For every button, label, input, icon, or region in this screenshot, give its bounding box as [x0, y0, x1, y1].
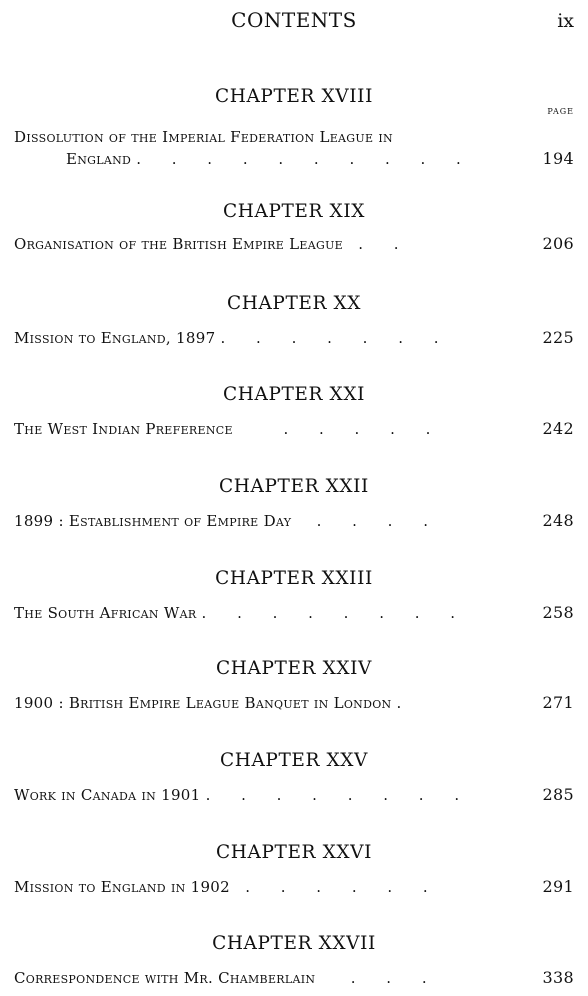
entry-title-line: [14, 126, 574, 148]
toc-chapter: [0, 382, 588, 440]
entry-title: 1900 : British Empire League Banquet in London: [14, 694, 392, 712]
running-title: CONTENTS: [231, 8, 357, 32]
toc-entry: [14, 418, 574, 440]
entry-page-number: 291: [542, 877, 574, 896]
entry-title-line: [14, 327, 574, 349]
entry-title: Mission to England in 1902: [14, 878, 230, 896]
toc-chapter: [0, 199, 588, 255]
chapter-heading: CHAPTER XXVII: [212, 933, 376, 954]
toc-entry: [14, 233, 574, 255]
entry-title: Dissolution of the Imperial Federation League in: [14, 128, 393, 146]
entry-title-line: [14, 692, 574, 714]
entry-title: Mission to England, 1897: [14, 329, 216, 347]
entry-page-number: 271: [542, 693, 574, 712]
toc-entry: [14, 692, 574, 714]
toc-chapter: [0, 656, 588, 714]
chapter-heading: CHAPTER XXII: [219, 476, 369, 497]
page-folio: ix: [557, 10, 574, 32]
chapter-heading: CHAPTER XXI: [223, 384, 365, 405]
running-head: [0, 8, 588, 36]
entry-title-line: [14, 233, 574, 255]
dot-leader: . . . . . . . .: [201, 604, 469, 622]
toc-entry: [14, 126, 574, 170]
toc-entry: [14, 327, 574, 349]
toc-chapter: [0, 931, 588, 989]
entry-page-number: 338: [542, 968, 574, 987]
dot-leader: . . .: [350, 969, 440, 987]
toc-chapter: [0, 474, 588, 532]
chapter-heading: CHAPTER XXVI: [216, 842, 372, 863]
toc-entry: [14, 784, 574, 806]
entry-title-line: [14, 602, 574, 624]
entry-page-number: 194: [542, 149, 574, 168]
entry-page-number: 206: [542, 234, 574, 253]
dot-leader: . . . . . . . . . .: [136, 150, 474, 168]
toc-entry: [14, 967, 574, 989]
entry-page-number: 285: [542, 785, 574, 804]
chapter-heading: CHAPTER XIX: [223, 201, 365, 222]
chapter-heading: CHAPTER XX: [226, 293, 362, 314]
entry-title: The South African War: [14, 604, 197, 622]
entry-page-number: 258: [542, 603, 574, 622]
entry-title: The West Indian Preference: [14, 420, 233, 438]
entry-title-line: [14, 510, 574, 532]
toc-chapter: [0, 291, 588, 349]
toc-chapter: [0, 84, 588, 170]
page-column-label: PAGE: [547, 107, 574, 116]
toc-chapter: [0, 566, 588, 624]
toc-entry: [14, 876, 574, 898]
chapter-heading: CHAPTER XXIII: [215, 568, 373, 589]
dot-leader: . . . . . .: [245, 878, 441, 896]
entry-title: 1899 : Establishment of Empire Day: [14, 512, 292, 530]
dot-leader: .: [396, 694, 415, 712]
entry-title-line: [14, 148, 574, 170]
dot-leader: . .: [358, 235, 412, 253]
entry-title: Work in Canada in 1901: [14, 786, 201, 804]
entry-title: England: [66, 150, 132, 168]
toc-chapter: [0, 840, 588, 898]
entry-title: Correspondence with Mr. Chamberlain: [14, 969, 316, 987]
dot-leader: . . . . . . .: [220, 329, 452, 347]
entry-title: Organisation of the British Empire League: [14, 235, 343, 253]
chapter-heading: CHAPTER XXIV: [216, 658, 372, 679]
chapter-heading: CHAPTER XXV: [219, 750, 369, 771]
entry-page-number: 225: [542, 328, 574, 347]
entry-title-line: [14, 784, 574, 806]
toc-chapter: [0, 748, 588, 806]
entry-title-line: [14, 418, 574, 440]
entry-title-line: [14, 967, 574, 989]
entry-title-line: [14, 876, 574, 898]
toc-entry: [14, 510, 574, 532]
entry-page-number: 248: [542, 511, 574, 530]
chapter-heading: CHAPTER XVIII: [214, 86, 373, 107]
dot-leader: . . . . .: [283, 420, 444, 438]
dot-leader: . . . . . . . .: [205, 786, 473, 804]
toc-entry: [14, 602, 574, 624]
entry-page-number: 242: [542, 419, 574, 438]
dot-leader: . . . .: [316, 512, 441, 530]
